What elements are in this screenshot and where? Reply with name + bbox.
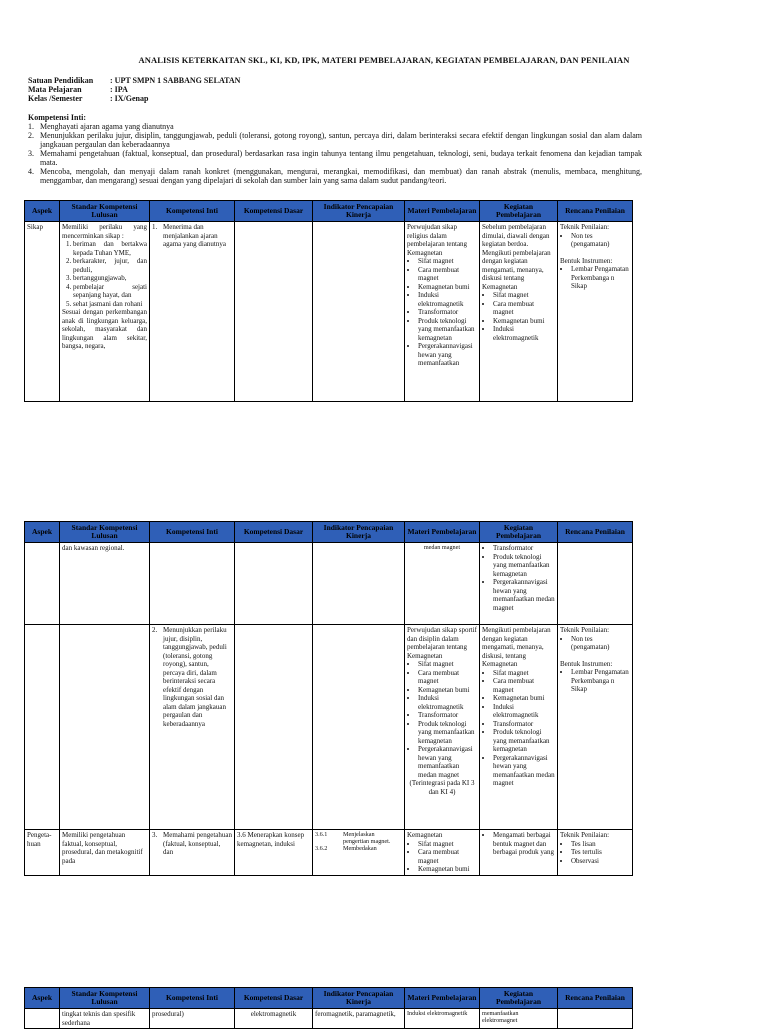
identity-key: Mata Pelajaran: [28, 85, 82, 94]
cell-ki: [150, 625, 235, 830]
materi-item: • Transformator: [418, 308, 477, 317]
cell-materi: [405, 543, 480, 625]
analysis-table-3: [24, 987, 633, 1029]
header-skl: Standar Kompetensi Lulusan: [60, 522, 150, 543]
materi-intro: Perwujudan sikap sportif dan disiplin dalam pembelajaran tentang: [407, 626, 477, 651]
table-header-row: [25, 201, 633, 222]
cell-penilaian: [558, 222, 633, 402]
penilaian-item: • Non tes (pengamatan): [571, 635, 630, 652]
ipk-text: Membedakan: [343, 845, 377, 852]
identity-block: [28, 76, 240, 103]
ki-number: 1.: [152, 223, 158, 231]
materi-heading: Kemagnetan: [407, 248, 443, 257]
ipk-text: Menjelaskan pengertian magnet.: [343, 831, 391, 845]
identity-key: Satuan Pendidikan: [28, 76, 94, 85]
ki-item: [28, 167, 642, 185]
kegiatan-item: • Kemagnetan bumi: [493, 317, 555, 326]
instrumen-heading: Bentuk Instrumen:: [560, 659, 613, 668]
table-row: [25, 543, 633, 625]
cell-aspek: Sikap: [25, 222, 60, 402]
header-kd: Kompetensi Dasar: [235, 201, 313, 222]
kegiatan-heading: Kemagnetan: [482, 282, 518, 291]
cell-kd: 3.6 Menerapkan konsep kemagnetan, induksi: [235, 830, 313, 876]
cell-ki: prosedural): [150, 1009, 235, 1029]
kegiatan-item: • Induksi elektromagnetik: [493, 703, 555, 720]
table-header-row: [25, 988, 633, 1009]
kegiatan-item: • Pergerakannavigasi hewan yang memanfaatkan medan magnet: [493, 578, 555, 612]
header-kd: Kompetensi Dasar: [235, 522, 313, 543]
ki-item: [28, 149, 642, 167]
skl-item: 3. bertanggungjawab,: [73, 274, 147, 283]
cell-penilaian: [558, 830, 633, 876]
cell-kegiatan: [480, 830, 558, 876]
materi-intro: Perwujudan sikap religius dalam pembelajaran tentang: [407, 223, 468, 248]
materi-item: • Pergerakannavigasi hewan yang memanfaatkan medan magnet: [418, 745, 477, 779]
kegiatan-intro: Mengikuti pembelajaran dengan kegiatan mengamati, menanya, diskusi, tentang: [482, 626, 551, 660]
cell-ipk: [313, 543, 405, 625]
skl-item: 5. sehat jasmani dan rohani: [73, 300, 147, 309]
kegiatan-item: • Transformator: [493, 720, 555, 729]
table-row: [25, 830, 633, 876]
skl-item: 4. pembelajar sejati sepanjang hayat, dan: [73, 283, 147, 300]
cell-aspek: [25, 543, 60, 625]
header-aspek: Aspek: [25, 201, 60, 222]
ipk-number: 3.6.1: [315, 831, 328, 838]
header-penilaian: Rencana Penilaian: [558, 988, 633, 1009]
materi-item: • Cara membuat magnet: [418, 669, 477, 686]
cell-kd: elektromagnetik: [235, 1009, 313, 1029]
kegiatan-item: • Produk teknologi yang memanfaatkan kemagnetan: [493, 553, 555, 579]
materi-item: • Produk teknologi yang memanfaatkan kemagnetan: [418, 720, 477, 746]
penilaian-heading: Teknik Penilaian:: [560, 831, 610, 839]
cell-kd: [235, 625, 313, 830]
header-ki: Kompetensi Inti: [150, 201, 235, 222]
ki-item: [28, 131, 642, 149]
skl-tail: Sesuai dengan perkembangan anak di lingkungan keluarga, sekolah, masyarakat dan lingkungan alam sekitar, bangsa, negara,: [62, 308, 147, 350]
cell-ipk: [313, 222, 405, 402]
cell-ki: [150, 222, 235, 402]
materi-continuation: medan magnet: [423, 544, 461, 551]
kegiatan-item: • Kemagnetan bumi: [493, 694, 555, 703]
penilaian-item: • Observasi: [571, 857, 630, 866]
materi-item: • Cara membuat magnet: [418, 266, 477, 283]
kegiatan-item: • Pergerakannavigasi hewan yang memanfaatkan medan magnet: [493, 754, 555, 788]
cell-penilaian: [558, 625, 633, 830]
table-row: [25, 625, 633, 830]
kegiatan-item: • Transformator: [493, 544, 555, 553]
cell-kd: [235, 222, 313, 402]
cell-aspek: [25, 625, 60, 830]
cell-materi: [405, 830, 480, 876]
kegiatan-item: • Cara membuat magnet: [493, 300, 555, 317]
header-materi: Materi Pembelajaran: [405, 522, 480, 543]
materi-item: • Cara membuat magnet: [418, 848, 477, 865]
ki-heading: Kompetensi Inti:: [28, 113, 86, 122]
header-penilaian: Rencana Penilaian: [558, 522, 633, 543]
instrumen-item: • Lembar Pengamatan Perkembanga n Sikap: [571, 265, 630, 291]
identity-row: [28, 94, 240, 103]
identity-value: : IPA: [110, 85, 128, 94]
penilaian-heading: Teknik Penilaian:: [560, 626, 610, 634]
materi-heading: Kemagnetan: [407, 831, 443, 839]
penilaian-item: • Tes tertulis: [571, 848, 630, 857]
cell-kegiatan: [480, 543, 558, 625]
cell-penilaian: [558, 1009, 633, 1029]
cell-ipk: [313, 830, 405, 876]
header-materi: Materi Pembelajaran: [405, 201, 480, 222]
cell-kd: [235, 543, 313, 625]
cell-kegiatan: [480, 222, 558, 402]
cell-ipk: feromagnetik, paramagnetik,: [313, 1009, 405, 1029]
header-skl: Standar Kompetensi Lulusan: [60, 988, 150, 1009]
kegiatan-item: • Sifat magnet: [493, 669, 555, 678]
cell-aspek: Pengeta-huan: [25, 830, 60, 876]
skl-item: 1. beriman dan bertakwa kepada Tuhan YME,: [73, 240, 147, 257]
header-kegiatan: Kegiatan Pembelajaran: [480, 201, 558, 222]
ki-item-number: 2.: [28, 131, 34, 140]
analysis-table-2: [24, 521, 633, 876]
header-ki: Kompetensi Inti: [150, 522, 235, 543]
cell-skl: Memiliki pengetahuan faktual, konseptual, prosedural, dan metakognitif pada: [60, 830, 150, 876]
kegiatan-item: • Produk teknologi yang memanfaatkan kemagnetan: [493, 728, 555, 754]
ki-text: Memahami pengetahuan (faktual, konseptual, dan: [163, 831, 233, 856]
instrumen-item: • Lembar Pengamatan Perkembanga n Sikap: [571, 668, 630, 694]
ki-item-text: Mencoba, mengolah, dan menyaji dalam ranah konkret (menggunakan, mengurai, merangkai, memodifikasi, dan membuat) dan ranah abstrak (menulis, membaca, menghitung, menggambar, dan mengarang) sesuai dengan yang dipelajari di sekolah dan sumber lain yang sama dalam sudut pandang/teori.: [40, 167, 642, 185]
identity-row: [28, 76, 240, 85]
kegiatan-item: • Mengamati berbagai bentuk magnet dan berbagai produk yang: [493, 831, 555, 857]
header-ipk: Indikator Pencapaian Kinerja: [313, 988, 405, 1009]
kegiatan-item: • Sifat magnet: [493, 291, 555, 300]
ki-item-text: Memahami pengetahuan (faktual, konseptual, dan prosedural) berdasarkan rasa ingin tahunya tentang ilmu pengetahuan, teknologi, seni, budaya terkait fenomena dan kejadian tampak mata.: [40, 149, 642, 167]
identity-value: : UPT SMPN 1 SABBANG SELATAN: [110, 76, 241, 85]
materi-item: • Kemagnetan bumi: [418, 865, 477, 874]
ki-number: 2.: [152, 626, 158, 634]
header-materi: Materi Pembelajaran: [405, 988, 480, 1009]
instrumen-heading: Bentuk Instrumen:: [560, 256, 613, 265]
table-header-row: [25, 522, 633, 543]
materi-item: • Kemagnetan bumi: [418, 686, 477, 695]
header-kegiatan: Kegiatan Pembelajaran: [480, 522, 558, 543]
ki-item-number: 1.: [28, 122, 34, 131]
ipk-number: 3.6.2: [315, 845, 328, 852]
cell-skl: [60, 222, 150, 402]
header-skl: Standar Kompetensi Lulusan: [60, 201, 150, 222]
identity-row: [28, 85, 240, 94]
header-kd: Kompetensi Dasar: [235, 988, 313, 1009]
table-row: [25, 222, 633, 402]
table-row: [25, 1009, 633, 1029]
cell-materi: Induksi elektromagnetik: [405, 1009, 480, 1029]
penilaian-item: • Non tes (pengamatan): [571, 232, 630, 249]
kegiatan-item: • Cara membuat magnet: [493, 677, 555, 694]
ki-item-number: 3.: [28, 149, 34, 158]
header-ipk: Indikator Pencapaian Kinerja: [313, 201, 405, 222]
header-kegiatan: Kegiatan Pembelajaran: [480, 988, 558, 1009]
materi-item: • Transformator: [418, 711, 477, 720]
materi-item: • Induksi elektromagnetik: [418, 291, 477, 308]
cell-ki: [150, 830, 235, 876]
materi-heading: Kemagnetan: [407, 651, 443, 660]
header-ki: Kompetensi Inti: [150, 988, 235, 1009]
cell-kegiatan: [480, 625, 558, 830]
materi-item: • Pergerakannavigasi hewan yang memanfaatkan: [418, 342, 477, 368]
header-aspek: Aspek: [25, 988, 60, 1009]
cell-skl: [60, 625, 150, 830]
ki-text: Menerima dan menjalankan ajaran agama yang dianutnya: [163, 223, 226, 248]
cell-materi: [405, 222, 480, 402]
materi-item: • Sifat magnet: [418, 660, 477, 669]
cell-skl: tingkat teknis dan spesifik sederhana: [60, 1009, 150, 1029]
materi-item: • Produk teknologi yang memanfaatkan kemagnetan: [418, 317, 477, 343]
skl-item: 2. berkarakter, jujur, dan peduli,: [73, 257, 147, 274]
materi-item: • Kemagnetan bumi: [418, 283, 477, 292]
kegiatan-heading: Kemagnetan: [482, 660, 518, 668]
kegiatan-item: • Induksi elektromagnetik: [493, 325, 555, 342]
skl-intro: Memiliki perilaku yang mencerminkan sikap :: [62, 223, 147, 240]
cell-ki: [150, 543, 235, 625]
penilaian-item: • Tes lisan: [571, 840, 630, 849]
ki-item: [28, 122, 642, 131]
ki-text: Menunjukkan perilaku jujur, disiplin, tanggungjawab, peduli (toleransi, gotong royong), santun, percaya diri, dalam berinteraksi secara efektif dengan lingkungan sosial dan alam dalam jangkauan pergaulan dan keberadaannya: [163, 626, 227, 728]
kegiatan-intro: Sebelum pembelajaran dimulai, diawali dengan kegiatan berdoa. Mengikuti pembelajaran dengan kegiatan mengamati, menanya, diskusi tentang: [482, 223, 551, 282]
cell-materi: [405, 625, 480, 830]
analysis-table-1: [24, 200, 633, 402]
cell-skl: dan kawasan regional.: [60, 543, 150, 625]
identity-value: : IX/Genap: [110, 94, 149, 103]
cell-ipk: [313, 625, 405, 830]
materi-tail: (Terintegrasi pada KI 3 dan KI 4): [409, 779, 475, 796]
document-title: ANALISIS KETERKAITAN SKL, KI, KD, IPK, MATERI PEMBELAJARAN, KEGIATAN PEMBELAJARAN, DAN PENILAIAN: [138, 55, 630, 65]
ki-number: 3.: [152, 831, 158, 839]
materi-item: • Induksi elektromagnetik: [418, 694, 477, 711]
materi-item: • Sifat magnet: [418, 840, 477, 849]
ki-item-number: 4.: [28, 167, 34, 176]
ki-item-text: Menunjukkan perilaku jujur, disiplin, tanggungjawab, peduli (toleransi, gotong royong), santun, percaya diri, dalam berinteraksi secara efektif dengan lingkungan sosial dan alam dalam jangkauan pergaulan dan keberadaannya: [40, 131, 642, 149]
cell-kegiatan: memanfaatkan elektromagnet: [480, 1009, 558, 1029]
cell-penilaian: [558, 543, 633, 625]
materi-item: • Sifat magnet: [418, 257, 477, 266]
kompetensi-inti-block: [28, 113, 642, 185]
ki-item-text: Menghayati ajaran agama yang dianutnya: [40, 122, 174, 131]
penilaian-heading: Teknik Penilaian:: [560, 223, 610, 231]
header-ipk: Indikator Pencapaian Kinerja: [313, 522, 405, 543]
header-penilaian: Rencana Penilaian: [558, 201, 633, 222]
identity-key: Kelas /Semester: [28, 94, 83, 103]
header-aspek: Aspek: [25, 522, 60, 543]
cell-aspek: [25, 1009, 60, 1029]
